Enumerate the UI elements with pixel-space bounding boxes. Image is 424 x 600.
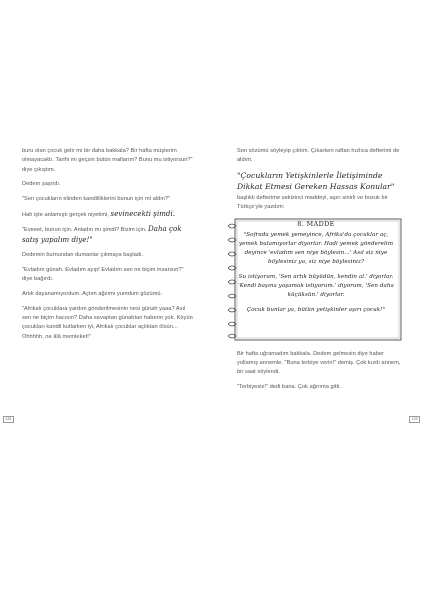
paragraph: Artık dayanamıyordum. Açtım ağzımı yumdum gözümü.: [22, 291, 163, 297]
paragraph-text: "Eveeet, bunun için. Anladın mı şimdi? Bizim için.: [22, 227, 147, 234]
note-paragraph: "Sofrada yemek yemeyince, Afrika'da çocuklar aç, yemek bulamıyorlar diyorlar. Hadi yemek gönderelim deyince 'evladım sen niye böylesin...' Asıl siz niye böylesiniz ya, siz niye böylesiniz?: [238, 231, 394, 266]
notebook-note: [237, 218, 401, 342]
paragraph: "Sen çocukların elinden kandilliklerini bunun için mi aldın?": [22, 195, 171, 202]
paragraph: "Afrikalı çocuklara yardım gönderilmesinin nesi günah yaaa? Asıl sen ne biçim hacısın? Daha sevaptan günahtan haberin yok. Köyün çocukları kandil kutlarken iyi, Afrikalı çocuklar açlıktan ölsün... Ohhhhh, ne âlâ memleket!": [22, 305, 193, 340]
paragraph: Dedemin burnundan dumanlar çıkmaya başladı.: [22, 252, 144, 259]
paragraph: [22, 225, 194, 246]
paragraph: Bir hafta uğramadım bakkala. Dedem gelmesin diye haber yollamış annemle. "Buna terbiye verin!" demiş. Çok kızdı annem, bir saat söylendi.: [237, 350, 401, 376]
handwritten-text: sevinecekti şimdi.: [110, 209, 176, 218]
paragraph: [237, 171, 401, 212]
paragraph: "Evladım günah. Evladım ayıp! Evladım sen ne biçim insansın?" diye bağırdı.: [22, 267, 184, 283]
note-title: 8. MADDE: [297, 219, 335, 228]
page-number: 129: [409, 416, 420, 423]
paragraph: "Terbiyesiz!" dedi bana. Çok ağırıma gitti.: [237, 383, 342, 390]
note-paragraph: Çocuk bunlar ya, bütün yetişkinler aşırı çocuk!": [246, 307, 386, 314]
paragraph: Dedem şaşırdı.: [22, 181, 61, 188]
paragraph-text: başlıklı defterime sekizinci maddeyi, aşırı sinirli ve bozuk bir Türkçe'yle yazdım:: [237, 194, 388, 210]
page-number: 128: [3, 416, 14, 423]
right-page: [212, 0, 424, 600]
paragraph-text: Hah işte anlamıştı gerçek niyetimi,: [22, 211, 109, 218]
note-paragraph: Su istiyorum, 'Sen artık büyüdün, kendin al.' diyorlar. 'Kendi başına yaşamak istiyorum.' diyorum, 'Sen daha küçüksün.' diyorlar.: [238, 274, 394, 299]
paragraph: [22, 210, 194, 220]
handwritten-text: Daha çok satış yapalım diye!": [22, 225, 182, 244]
right-page-text: [237, 147, 401, 398]
handwritten-heading: "Çocukların Yetişkinlerle İletişiminde Dikkat Etmesi Gereken Hassas Konular": [237, 170, 395, 192]
left-page-text: [22, 147, 194, 347]
paragraph: Son sözümü söyleyip çıktım. Çıkarken raftan hızlıca defterimi de aldım.: [237, 148, 400, 164]
paragraph: buru olan çocuk gelir mi bir daha bakkala? Bir hafta müşterim olmayacaktı. Tarihi mi geçsin bütün mallarım? Bunu mu istiyorsun?" diye çıkıştım.: [22, 148, 193, 173]
note-body: [237, 220, 395, 321]
